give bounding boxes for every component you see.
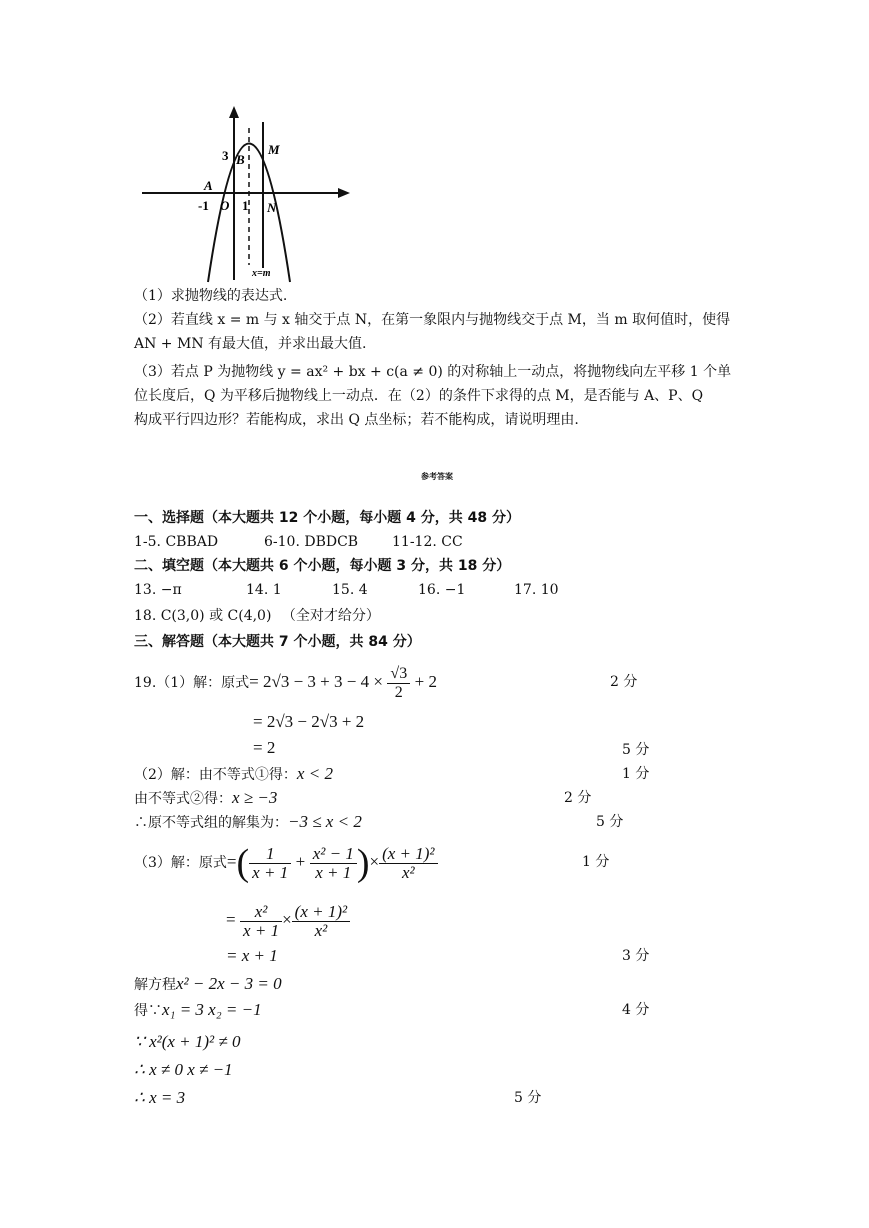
q19-3-condition-2: ∴ x ≠ 0 x ≠ −1 xyxy=(134,1060,233,1079)
y-axis-arrow xyxy=(229,106,239,118)
q19-3-equation-line xyxy=(134,974,282,995)
q19-3-plus: + xyxy=(295,852,306,871)
label-3: 3 xyxy=(222,148,229,163)
q19-2-l1-math: x < 2 xyxy=(296,764,333,783)
q19-3-f1-den: x + 1 xyxy=(252,862,289,882)
section-1-heading: 一、选择题（本大题共 12 个小题，每小题 4 分，共 48 分） xyxy=(134,510,520,526)
label-1: 1 xyxy=(242,198,249,213)
answers-11-12: 11-12. CC xyxy=(392,534,463,550)
q19-3-condition-3: ∴ x = 3 xyxy=(134,1088,186,1107)
label-x-equals-m: x=m xyxy=(252,268,271,279)
section-2-heading: 二、填空题（本大题共 6 个小题，每小题 3 分，共 18 分） xyxy=(134,558,511,574)
label-N: N xyxy=(267,200,277,215)
q19-3-condition-1: ∵ x²(x + 1)² ≠ 0 xyxy=(134,1032,241,1051)
q19-2-l3-text: ∴原不等式组的解集为： xyxy=(134,815,288,831)
score-4: 2 分 xyxy=(564,790,592,806)
q19-1-step3: = 2 xyxy=(253,738,276,757)
question-2-line-2: AN + MN 有最大值，并求出最大值. xyxy=(134,336,367,352)
q19-3-times: × xyxy=(369,852,380,871)
x-axis-arrow xyxy=(338,188,350,198)
q19-1-tail: + 2 xyxy=(414,672,437,691)
answer-13: 13. −π xyxy=(134,582,182,598)
score-3: 1 分 xyxy=(622,766,650,782)
answer-18-value: 18. C(3,0) 或 C(4,0) xyxy=(134,608,272,624)
label-minus-one: -1 xyxy=(198,198,209,213)
score-2: 5 分 xyxy=(622,742,650,758)
q19-1-expr: = 2√3 − 3 + 3 − 4 × xyxy=(249,672,383,691)
parabola-graph xyxy=(138,100,353,285)
q19-3-eqn: x² − 2x − 3 = 0 xyxy=(176,974,282,993)
score-1: 2 分 xyxy=(610,674,638,690)
q19-3-line-2 xyxy=(226,898,350,943)
q19-3-s2-num: x² xyxy=(240,903,282,922)
q19-1-fraction xyxy=(387,665,410,702)
q19-1-line xyxy=(134,660,437,705)
q19-3-frac-4 xyxy=(240,903,282,940)
q19-2-l2-text: 由不等式②得： xyxy=(134,791,232,807)
answer-16: 16. −1 xyxy=(418,582,466,598)
answer-18-note: （全对才给分） xyxy=(281,608,380,624)
q19-3-s2-den: x + 1 xyxy=(243,920,280,940)
answers-1-5: 1-5. CBBAD xyxy=(134,534,219,550)
q19-2-l2-math: x ≥ −3 xyxy=(232,788,278,807)
score-7: 3 分 xyxy=(622,948,650,964)
q19-3-line-1 xyxy=(134,840,438,885)
q19-3-frac-2 xyxy=(310,845,357,882)
score-6: 1 分 xyxy=(582,854,610,870)
q19-3-s2b-den: x² xyxy=(314,920,328,940)
question-3-line-3: 构成平行四边形？若能构成，求出 Q 点坐标；若不能构成，请说明理由. xyxy=(134,412,579,428)
q19-3-eq-2: = xyxy=(226,910,236,929)
q19-2-line-3 xyxy=(134,812,362,833)
score-9: 5 分 xyxy=(514,1090,542,1106)
q19-1-frac-den: 2 xyxy=(394,683,403,701)
q19-3-s2b-num: (x + 1)² xyxy=(292,903,350,922)
q19-3-f3-den: x² xyxy=(401,862,415,882)
q19-1-step2: = 2√3 − 2√3 + 2 xyxy=(253,712,365,731)
answer-title: 参考答案 xyxy=(421,472,453,481)
answer-18 xyxy=(134,606,380,626)
q19-3-f1-num: 1 xyxy=(249,845,291,864)
q19-3-frac-1 xyxy=(249,845,291,882)
question-2-line-1: （2）若直线 x = m 与 x 轴交于点 N，在第一象限内与抛物线交于点 M，当 m 取何值时，使得 xyxy=(134,312,731,328)
q19-3-label: （3）解：原式 xyxy=(134,855,227,871)
label-B: B xyxy=(236,152,245,167)
q19-2-line-1 xyxy=(134,764,333,785)
q19-3-eqn-label: 解方程 xyxy=(134,977,176,993)
section-3-heading: 三、解答题（本大题共 7 个小题，共 84 分） xyxy=(134,634,421,650)
answer-15: 15. 4 xyxy=(332,582,368,598)
q19-3-f2-num: x² − 1 xyxy=(310,845,357,864)
q19-1-frac-num: √3 xyxy=(387,665,410,684)
score-8: 4 分 xyxy=(622,1002,650,1018)
question-3-line-2: 位长度后，Q 为平移后抛物线上一动点．在（2）的条件下求得的点 M，是否能与 A、P、Q xyxy=(134,388,704,404)
q19-3-frac-3 xyxy=(379,845,437,882)
q19-3-roots-label: 得∵ xyxy=(134,1003,162,1019)
q19-2-l3-math: −3 ≤ x < 2 xyxy=(288,812,362,831)
q19-2-l1-text: （2）解：由不等式①得： xyxy=(134,767,297,783)
q19-3-roots-line xyxy=(134,1000,262,1021)
q19-3-step3: = x + 1 xyxy=(226,946,278,965)
q19-1-label: 19.（1）解：原式 xyxy=(134,675,250,691)
q19-3-frac-5 xyxy=(292,903,350,940)
label-A: A xyxy=(204,178,213,193)
answers-6-10: 6-10. DBDCB xyxy=(264,534,359,550)
q19-3-f2-den: x + 1 xyxy=(315,862,352,882)
question-3-line-1: （3）若点 P 为抛物线 y = ax² + bx + c(a ≠ 0) 的对称轴上一动点，将抛物线向左平移 1 个单 xyxy=(134,364,732,380)
label-M: M xyxy=(268,142,280,157)
question-1: （1）求抛物线的表达式. xyxy=(134,288,288,304)
q19-3-eq: = xyxy=(226,852,237,871)
q19-3-f3-num: (x + 1)² xyxy=(379,845,437,864)
q19-2-line-2 xyxy=(134,788,277,809)
q19-3-lparen: ( xyxy=(236,842,250,884)
score-5: 5 分 xyxy=(596,814,624,830)
answer-14: 14. 1 xyxy=(246,582,282,598)
answer-17: 17. 10 xyxy=(514,582,559,598)
label-O: O xyxy=(220,198,230,213)
q19-3-rparen: ) xyxy=(356,842,370,884)
q19-3-roots: x₁ = 3 x₂ = −1 xyxy=(162,1000,262,1019)
q19-3-times-2: × xyxy=(282,910,292,929)
